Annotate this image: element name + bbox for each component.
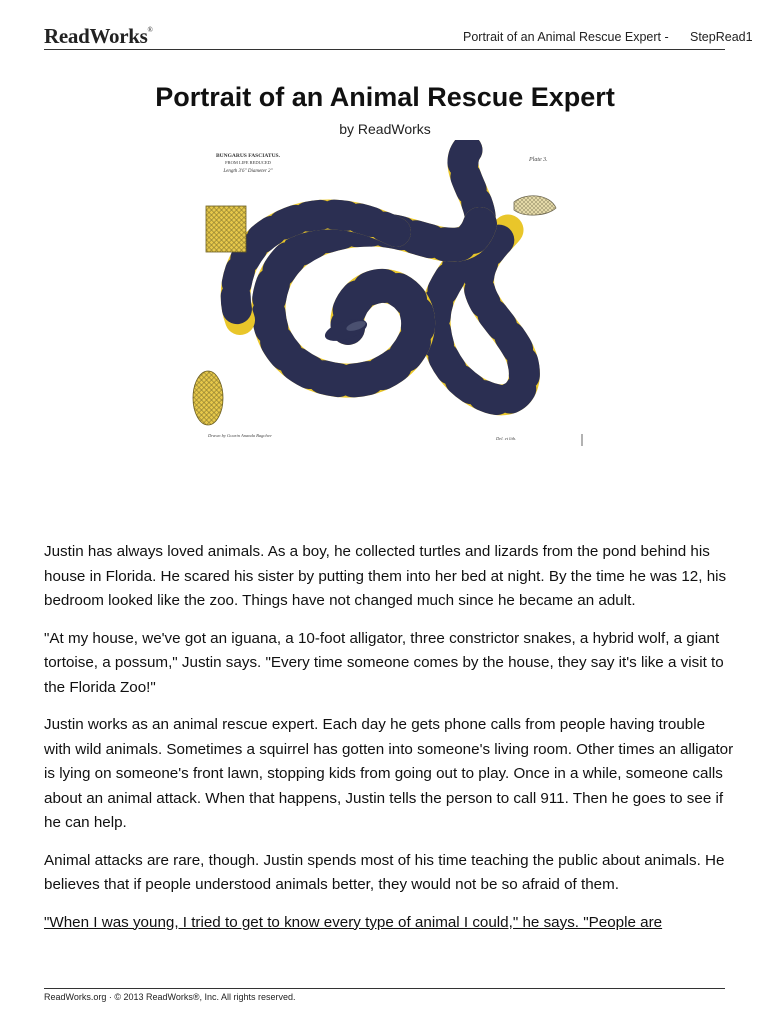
article-body	[44, 540, 734, 948]
banded-krait-illustration	[184, 140, 592, 452]
paragraph-2: "At my house, we've got an iguana, a 10-foot alligator, three constrictor snakes, a hybrid wolf, a giant tortoise, a possum," Justin says. "Every time someone comes by the house, they say it's like a visit to the Florida Zoo!"	[44, 629, 724, 696]
footer-divider	[44, 988, 725, 989]
caption-bottom-right: Del. et lith.	[496, 436, 517, 441]
brand-name: ReadWorks	[44, 24, 148, 48]
readworks-logo	[44, 24, 153, 49]
footer-copyright: ReadWorks.org · © 2013 ReadWorks®, Inc. All rights reserved.	[44, 992, 296, 1002]
caption-bottom-left: Drawn by Gourin Ananda Bagchee	[208, 433, 272, 438]
plate-label: Plate 3.	[529, 157, 548, 163]
article-title: Portrait of an Animal Rescue Expert	[155, 82, 615, 112]
head-detail-top	[193, 371, 223, 425]
snake-body	[236, 150, 525, 400]
header-document-title: Portrait of an Animal Rescue Expert -	[463, 30, 669, 44]
caption-line-1: BUNGARUS FASCIATUS.	[216, 153, 280, 159]
head-detail-side	[514, 196, 556, 215]
brand-registered-mark: ®	[147, 26, 153, 34]
paragraph-1: Justin has always loved animals. As a boy, he collected turtles and lizards from the pond behind his house in Florida. He scared his sister by putting them into her bed at night. By the time he was 12, his bedroom looked like the zoo. Things have not changed much since he became an adult.	[44, 543, 727, 609]
caption-line-3: Length 3'6" Diameter 2"	[223, 169, 273, 174]
scale-detail-patch	[206, 206, 246, 252]
article-byline: by ReadWorks	[339, 121, 431, 137]
caption-line-2: FROM LIFE REDUCED	[225, 160, 271, 165]
paragraph-5-partial: "When I was young, I tried to get to know every type of animal I could," he says. "People are	[44, 913, 663, 931]
paragraph-4: Animal attacks are rare, though. Justin spends most of his time teaching the public about animals. He believes that if people understood animals better, they would not be so afraid of them.	[44, 851, 725, 893]
header-document-id: StepRead1	[690, 30, 753, 44]
header-divider	[44, 49, 725, 50]
paragraph-3: Justin works as an animal rescue expert. Each day he gets phone calls from people having trouble with wild animals. Sometimes a squirrel has gotten into someone's living room. Other times an alligator is lying on someone's front lawn, stopping kids from going out to play. Once in a while, someone calls about an animal attack. When that happens, Justin tells the person to call 911. Then he goes to see if he can help.	[44, 716, 734, 831]
